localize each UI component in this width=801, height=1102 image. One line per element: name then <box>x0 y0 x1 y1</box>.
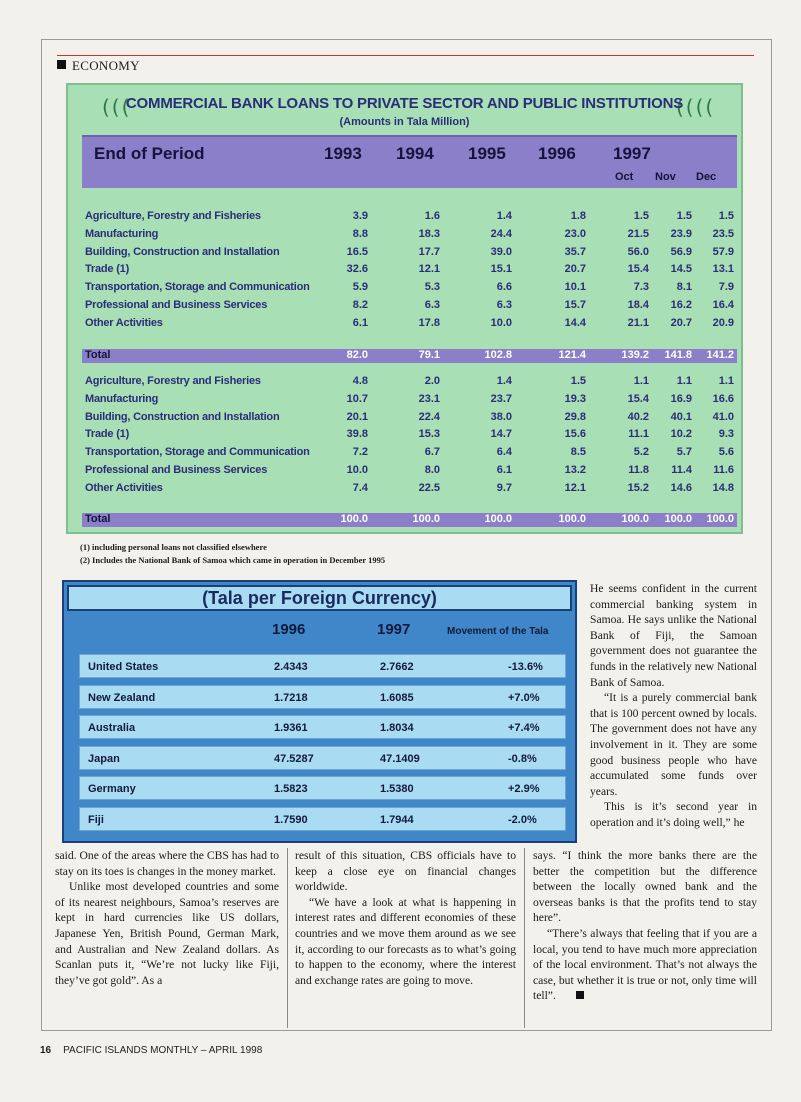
loans-cell: 11.6 <box>713 464 734 476</box>
loans-cell: 40.2 <box>627 410 649 423</box>
loans-cell: 13.1 <box>712 263 734 276</box>
loans-cell: 6.1 <box>352 316 368 329</box>
loans-cell: 18.3 <box>418 227 440 240</box>
loans-row <box>82 315 737 332</box>
currency-value-1997: 1.8034 <box>380 722 414 734</box>
loans-cell: 17.8 <box>418 316 440 329</box>
loans-total-cell: 79.1 <box>418 349 440 361</box>
loans-row <box>82 226 737 243</box>
article-paragraph: This is it’s second year in operation and it’s doing well,” he <box>590 800 757 829</box>
loans-row-label: Professional and Business Services <box>85 464 268 476</box>
loans-row <box>82 279 737 296</box>
loans-row-label: Professional and Business Services <box>85 299 268 311</box>
currency-value-1996: 1.9361 <box>274 722 308 734</box>
loans-cell: 19.3 <box>564 392 586 405</box>
loans-cell: 12.1 <box>564 481 586 494</box>
loans-cell: 10.2 <box>670 428 692 441</box>
loans-cell: 14.7 <box>490 428 512 441</box>
currency-row <box>79 685 566 709</box>
currency-row <box>79 807 566 831</box>
loans-cell: 39.0 <box>490 245 512 258</box>
loans-cell: 8.0 <box>424 464 440 476</box>
loans-cell: 1.8 <box>570 210 586 222</box>
loans-cell: 22.5 <box>418 481 440 494</box>
loans-total-cell: 141.8 <box>664 349 692 361</box>
loans-cell: 32.6 <box>346 263 368 276</box>
loans-cell: 16.2 <box>670 299 692 311</box>
loans-cell: 18.4 <box>627 299 649 311</box>
article-column-1 <box>55 848 279 988</box>
total-label: Total <box>85 349 111 361</box>
currency-country: Australia <box>88 722 136 734</box>
month-nov: Nov <box>655 171 676 183</box>
column-divider <box>524 848 525 1028</box>
loans-row <box>82 297 737 314</box>
column-divider <box>287 848 288 1028</box>
loans-row-label: Building, Construction and Installation <box>85 245 280 258</box>
publication-name: PACIFIC ISLANDS MONTHLY – APRIL 1998 <box>63 1045 263 1056</box>
loans-cell: 20.7 <box>670 316 692 329</box>
article-paragraph: Unlike most developed countries and some of its nearest neighbours, Samoa’s reserves are kept in hard currencies like US dollars, Japanese Yen, British Pound, German Mark, and Australian and New Zealand dollars. As Scanlan puts it, “We’re not lucky like Fiji, they’ve got gold”. As a <box>55 880 279 987</box>
loans-cell: 24.4 <box>490 227 512 240</box>
loans-cell: 5.7 <box>676 446 692 459</box>
loans-total-cell: 100.0 <box>706 513 734 525</box>
currency-value-1997: 2.7662 <box>380 661 414 673</box>
loans-row-label: Other Activities <box>85 481 163 494</box>
loans-cell: 6.1 <box>496 464 512 476</box>
loans-cell: 20.9 <box>712 316 734 329</box>
loans-total-cell: 100.0 <box>558 513 586 525</box>
currency-value-1997: 1.7944 <box>380 813 414 826</box>
article-column-3 <box>533 848 757 1004</box>
article-paragraph: He seems confident in the current commercial banking system in Samoa. He says unlike the National Bank of Fiji, the Samoan government does not guarantee the funds in the relatively new National Bank of Samoa. <box>590 582 757 689</box>
loans-total-cell: 82.0 <box>346 349 368 361</box>
loans-row-label: Building, Construction and Installation <box>85 410 280 423</box>
loans-cell: 15.7 <box>564 299 586 311</box>
loans-cell: 14.4 <box>564 316 586 329</box>
loans-cell: 22.4 <box>418 410 440 423</box>
currency-movement: -2.0% <box>508 813 537 826</box>
footnote-2: (2) Includes the National Bank of Samoa which came in operation in December 1995 <box>80 555 386 565</box>
loans-table-title: COMMERCIAL BANK LOANS TO PRIVATE SECTOR AND PUBLIC INSTITUTIONS <box>125 95 684 112</box>
loans-cell: 1.1 <box>676 375 692 387</box>
loans-cell: 10.0 <box>490 316 512 329</box>
loans-total-cell: 102.8 <box>484 349 512 361</box>
year-1993: 1993 <box>324 144 362 163</box>
loans-cell: 6.7 <box>424 446 440 459</box>
loans-row-label: Agriculture, Forestry and Fisheries <box>85 210 261 222</box>
loans-cell: 9.3 <box>718 428 734 441</box>
loans-cell: 7.9 <box>718 281 734 294</box>
article-paragraph: says. “I think the more banks there are the better the competition but the difference between the locally owned bank and the overseas banks is that the profits tend to stay here”. <box>533 849 757 925</box>
currency-table <box>62 580 577 843</box>
loans-cell: 1.6 <box>424 210 440 222</box>
currency-movement: -0.8% <box>508 752 537 765</box>
loans-cell: 16.6 <box>712 392 734 405</box>
loans-total-cell: 100.0 <box>484 513 512 525</box>
loans-cell: 21.5 <box>627 227 649 240</box>
page-number: 16 <box>40 1045 52 1056</box>
loans-cell: 1.4 <box>496 375 512 387</box>
loans-cell: 5.9 <box>352 281 368 294</box>
currency-row <box>79 715 566 739</box>
loans-cell: 6.3 <box>496 299 512 311</box>
year-1996: 1996 <box>538 144 576 163</box>
currency-col-1996: 1996 <box>272 621 306 638</box>
loans-row-label: Trade (1) <box>85 428 130 441</box>
loans-cell: 1.5 <box>718 210 734 222</box>
loans-cell: 16.9 <box>670 392 692 405</box>
loans-cell: 1.1 <box>633 375 649 387</box>
loans-table-subtitle: (Amounts in Tala Million) <box>339 116 470 128</box>
loans-cell: 11.1 <box>628 428 649 441</box>
loans-cell: 3.9 <box>352 210 368 222</box>
currency-country: Fiji <box>88 813 104 826</box>
currency-country: Japan <box>88 752 120 765</box>
total-label: Total <box>85 513 111 525</box>
article-column-2 <box>295 848 516 988</box>
loans-cell: 1.5 <box>570 375 586 387</box>
decorative-glyph-right-icon: (((( <box>676 95 716 119</box>
loans-cell: 1.5 <box>633 210 649 222</box>
year-1995: 1995 <box>468 144 506 163</box>
loans-cell: 39.8 <box>346 428 368 441</box>
loans-cell: 40.1 <box>670 410 692 423</box>
section-header <box>57 55 754 72</box>
loans-total-cell: 100.0 <box>412 513 440 525</box>
loans-cell: 8.2 <box>352 299 368 311</box>
loans-cell: 5.6 <box>718 446 734 459</box>
loans-cell: 7.3 <box>633 281 649 294</box>
loans-cell: 8.8 <box>352 227 368 240</box>
loans-cell: 1.4 <box>496 210 512 222</box>
section-label: ECONOMY <box>72 58 140 73</box>
currency-row <box>79 776 566 800</box>
loans-cell: 10.0 <box>346 464 368 476</box>
currency-row <box>79 654 566 678</box>
loans-cell: 15.3 <box>418 428 440 441</box>
loans-cell: 23.1 <box>418 392 440 405</box>
currency-value-1997: 1.6085 <box>380 691 414 704</box>
article-paragraph: “It is a purely commercial bank that is 100 percent owned by locals. The government does not have any involvement in it. They are some good business people who have accumulated some funds over years. <box>590 691 757 798</box>
decorative-glyph-left-icon: ((( <box>102 95 132 119</box>
currency-value-1996: 1.7218 <box>274 691 308 704</box>
loans-cell: 10.7 <box>346 392 368 405</box>
loans-cell: 13.2 <box>564 464 586 476</box>
loans-cell: 1.5 <box>676 210 692 222</box>
currency-country: New Zealand <box>88 691 156 704</box>
loans-total-cell: 100.0 <box>340 513 368 525</box>
loans-cell: 56.9 <box>670 245 692 258</box>
loans-row-label: Transportation, Storage and Communication <box>85 446 310 459</box>
currency-country: Germany <box>88 783 136 795</box>
currency-col-movement: Movement of the Tala <box>447 626 549 637</box>
page-footer <box>40 1045 262 1056</box>
loans-cell: 41.0 <box>712 410 734 423</box>
loans-cell: 15.2 <box>627 481 649 494</box>
currency-value-1996: 47.5287 <box>274 752 314 765</box>
loans-cell: 8.1 <box>676 281 692 294</box>
loans-cell: 7.2 <box>352 446 368 459</box>
loans-cell: 23.9 <box>670 227 692 240</box>
currency-table-title: (Tala per Foreign Currency) <box>67 585 572 611</box>
loans-cell: 15.4 <box>627 263 649 276</box>
loans-row-label: Manufacturing <box>85 227 159 240</box>
loans-cell: 15.6 <box>564 428 586 441</box>
currency-movement: +7.0% <box>508 691 540 704</box>
loans-table <box>66 83 743 534</box>
loans-total-row-1 <box>82 349 737 363</box>
loans-total-cell: 100.0 <box>664 513 692 525</box>
section-bullet-icon <box>57 60 66 69</box>
loans-row <box>82 462 737 479</box>
loans-cell: 6.4 <box>496 446 512 459</box>
loans-cell: 38.0 <box>490 410 512 423</box>
loans-total-cell: 141.2 <box>706 349 734 361</box>
loans-cell: 16.5 <box>346 245 368 258</box>
loans-cell: 10.1 <box>564 281 586 294</box>
loans-cell: 23.7 <box>490 392 512 405</box>
loans-cell: 12.1 <box>418 263 440 276</box>
currency-value-1996: 1.7590 <box>274 813 308 826</box>
loans-row <box>82 391 737 408</box>
loans-row <box>82 261 737 278</box>
loans-row-label: Trade (1) <box>85 263 130 276</box>
loans-cell: 11.4 <box>671 464 692 476</box>
loans-cell: 2.0 <box>424 375 440 387</box>
loans-cell: 5.3 <box>424 281 440 294</box>
article-paragraph <box>533 926 757 1004</box>
loans-cell: 7.4 <box>352 481 368 494</box>
currency-movement: +7.4% <box>508 722 540 734</box>
year-1997: 1997 <box>613 144 651 163</box>
loans-cell: 23.5 <box>712 227 734 240</box>
end-mark-icon <box>576 991 584 999</box>
currency-movement: +2.9% <box>508 783 540 795</box>
article-paragraph: result of this situation, CBS officials have to keep a close eye on financial changes worldwide. <box>295 849 516 894</box>
currency-value-1996: 1.5823 <box>274 783 308 795</box>
loans-cell: 1.1 <box>718 375 734 387</box>
loans-row-label: Other Activities <box>85 316 163 329</box>
loans-cell: 35.7 <box>564 245 586 258</box>
year-1994: 1994 <box>396 144 434 163</box>
loans-total-row-2 <box>82 513 737 527</box>
currency-country: United States <box>88 661 159 673</box>
loans-row <box>82 373 737 390</box>
article-paragraph: “We have a look at what is happening in interest rates and different economies of these countries and we move them around as we see it, according to our forecasts as to what’s going to happen to the economy, where the interest and exchange rates are going to move. <box>295 895 516 987</box>
loans-row <box>82 444 737 461</box>
currency-value-1997: 1.5380 <box>380 783 414 795</box>
period-label: End of Period <box>94 144 205 163</box>
currency-value-1996: 2.4343 <box>274 661 308 673</box>
loans-row-label: Transportation, Storage and Communication <box>85 281 310 294</box>
loans-total-cell: 139.2 <box>621 349 649 361</box>
loans-row <box>82 426 737 443</box>
loans-cell: 20.7 <box>564 263 586 276</box>
loans-total-cell: 100.0 <box>621 513 649 525</box>
loans-cell: 9.7 <box>496 481 512 494</box>
loans-cell: 56.0 <box>627 245 649 258</box>
month-oct: Oct <box>615 171 634 183</box>
loans-cell: 57.9 <box>712 245 734 258</box>
loans-cell: 16.4 <box>712 299 734 311</box>
loans-cell: 20.1 <box>346 410 368 423</box>
loans-cell: 15.4 <box>627 392 649 405</box>
loans-cell: 29.8 <box>564 410 586 423</box>
loans-cell: 17.7 <box>418 245 440 258</box>
loans-row <box>82 409 737 426</box>
loans-row-label: Manufacturing <box>85 392 159 405</box>
loans-cell: 15.1 <box>490 263 512 276</box>
currency-row <box>79 746 566 770</box>
currency-col-1997: 1997 <box>377 621 411 638</box>
loans-cell: 23.0 <box>564 227 586 240</box>
loans-cell: 8.5 <box>570 446 586 459</box>
loans-cell: 14.5 <box>670 263 692 276</box>
article-paragraph-text: “There’s always that feeling that if you are a local, you tend to have much more appreciation of the local environment. That’s not always the case, but whether it is true or not, only time will tell”. <box>533 926 757 1003</box>
article-right-top <box>590 581 757 831</box>
loans-row <box>82 480 737 497</box>
footnote-1: (1) including personal loans not classified elsewhere <box>80 542 267 552</box>
loans-cell: 6.6 <box>496 281 512 294</box>
loans-cell: 11.8 <box>628 464 649 476</box>
loans-header-band <box>82 135 737 188</box>
loans-cell: 14.6 <box>670 481 692 494</box>
loans-cell: 5.2 <box>633 446 649 459</box>
loans-row <box>82 244 737 261</box>
loans-row <box>82 208 737 225</box>
loans-cell: 4.8 <box>352 375 368 387</box>
loans-cell: 21.1 <box>627 316 649 329</box>
loans-total-cell: 121.4 <box>558 349 586 361</box>
currency-value-1997: 47.1409 <box>380 752 420 765</box>
currency-movement: -13.6% <box>508 661 543 673</box>
month-dec: Dec <box>696 171 717 183</box>
loans-cell: 6.3 <box>424 299 440 311</box>
loans-cell: 14.8 <box>712 481 734 494</box>
loans-row-label: Agriculture, Forestry and Fisheries <box>85 375 261 387</box>
article-paragraph: said. One of the areas where the CBS has had to stay on its toes is changes in the money market. <box>55 849 279 878</box>
